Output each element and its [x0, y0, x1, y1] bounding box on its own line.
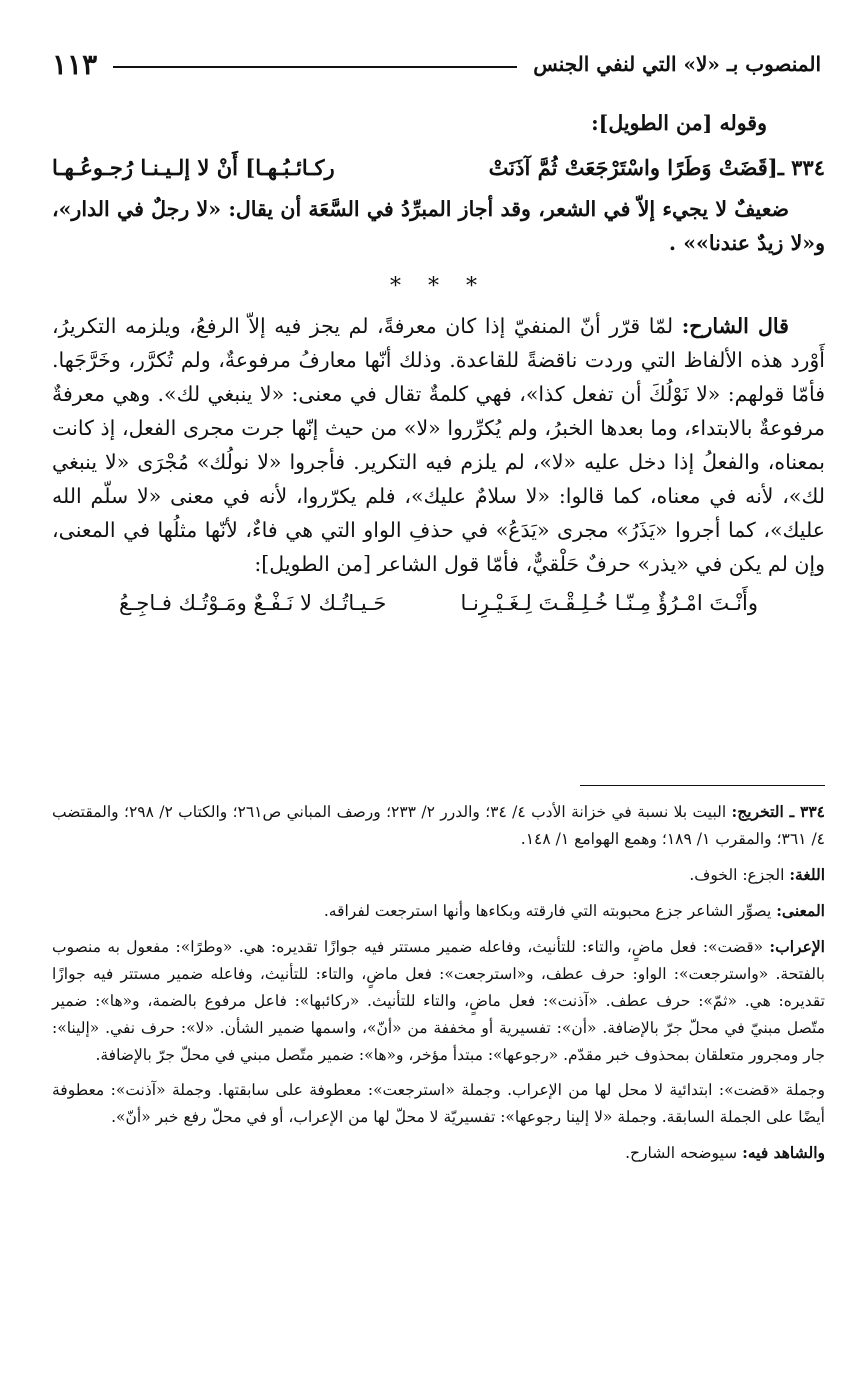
quoted-verse-second-hemistich: حَـيـاتُـك لا نَـفْـعٌ ومَـوْتُـك فـاجِـعُ [119, 591, 387, 615]
paragraph-commentary [52, 309, 825, 581]
commentary-label: قال الشارح: [681, 314, 789, 338]
verse-334 [52, 150, 825, 186]
section-separator: * * * [390, 274, 487, 299]
footnote-irab: الإعراب: «قضت»: فعل ماضٍ، والتاء: للتأنيث، وفاعله ضمير مستتر فيه جوازًا تقديره: هي. «وطرًا»: مفعول به منصوب بالفتحة. «واسترجعت»: الواو: حرف عطف، و«استرجعت»: فعل ماضٍ، والتاء: للتأنيث، وفاعله ضمير مستتر فيه جوازًا تقديره: هي. «ثمّ»: حرف عطف. «آذنت»: فعل ماضٍ، والتاء للتأنيث. «ركائبها»: فاعل مرفوع بالضمة، و«ها»: ضمير متّصل مبنيّ في محلّ جرّ بالإضافة. «أن»: تفسيرية أو مخففة من «أنّ»، واسمها ضمير الشأن. «لا»: حرف نفي. «إلينا»: جار ومجرور متعلقان بمحذوف خبر مقدّم. «رجوعها»: مبتدأ مؤخر، و«ها»: ضمير متّصل مبني في محلّ جرّ بالإضافة. [52, 937, 825, 1064]
footnote-jumal: وجملة «قضت»: ابتدائية لا محل لها من الإعراب. وجملة «استرجعت»: معطوفة على سابقتها. وجملة «آذنت»: معطوفة أيضًا على الجملة السابقة. وجملة «لا إلينا رجوعها»: تفسيريّة لا محلّ لها من الإعراب، أو في محلّ رفع خبر «أنّ». [52, 1081, 825, 1126]
footnotes [52, 798, 825, 1175]
commentary-text: لمّا قرّر أنّ المنفيّ إذا كان معرفةً، لم يجز فيه إلاّ الرفعُ، ويلزمه التكريرُ، أَوْرد هذه الألفاظ التي وردت ناقضةً للقاعدة. وذلك أنّها معارفُ مرفوعةٌ، ولم تُكرَّر، وخَرَّجَها. فأمّا قولهم: «لا نَوْلُكَ أن تفعل كذا»، فهي كلمةٌ تقال في معنى: «لا ينبغي لك». وهي معرفةٌ مرفوعةٌ بالابتداء، وما بعدها الخبرُ، ولم يُكرِّروا «لا» من حيث إنّها جرت مجرى الفعل، إذ كانت بمعناه، والفعلُ إذا دخل عليه «لا»، لم يلزم فيه التكرير. فأجروا «لا نولُك» مُجْرَى «لا ينبغي لك»، لأنه في معناه، كما قالوا: «لا سلامٌ عليك»، فلم يكرّروا، لأنه في معنى «لا سلّم الله عليك»، كما أجروا «يَذَرُ» مجرى «يَدَعُ» في حذفِ الواو التي هي فاءٌ، لأنّها مثلُها في المعنى، وإن لم يكن في «يذر» حرفٌ حَلْقيٌّ، فأمّا قول الشاعر [من الطويل]: [52, 314, 825, 576]
main-text [52, 106, 825, 621]
verse-second-hemistich: ركـائـبُـهـا] أَنْ لا إلـيـنـا رُجـوعُـهـا [52, 155, 335, 180]
verse-first-hemistich: [قَضَتْ وَطَرًا واسْتَرْجَعَتْ ثُمَّ آذَنَتْ [488, 155, 778, 180]
running-title: المنصوب بـ «لا» التي لنفي الجنس [533, 52, 821, 76]
page-number: ١١٣ [52, 47, 98, 81]
footnote-lugha: اللغة: الجزع: الخوف. [689, 865, 825, 884]
footnote-takhrij: ٣٣٤ ـ التخريج: البيت بلا نسبة في خزانة الأدب ٤/ ٣٤؛ والدرر ٢/ ٢٣٣؛ ورصف المباني ص٢٦١؛ والكتاب ٢/ ٢٩٨؛ والمقتضب ٤/ ٣٦١؛ والمقرب ١/ ١٨٩؛ وهمع الهوامع ١/ ١٤٨. [52, 802, 825, 848]
footnote-rule [580, 785, 825, 786]
verse-intro: وقوله [من الطويل]: [591, 111, 767, 135]
quoted-verse [52, 585, 825, 621]
running-header [52, 44, 821, 84]
verse-number: ٣٣٤ ـ [777, 155, 825, 180]
paragraph-author: ضعيفٌ لا يجيء إلاّ في الشعر، وقد أجاز المبرِّدُ في السَّعَة أن يقال: «لا رجلٌ في الدار»، و«لا زيدٌ عندنا»» . [52, 197, 825, 255]
footnote-shahid: والشاهد فيه: سيوضحه الشارح. [625, 1143, 825, 1162]
quoted-verse-first-hemistich: وأَنْـتَ امْـرُؤٌ مِـنّـا خُـلِـقْـتَ لِـغَـيْـرِنـا [460, 591, 758, 615]
footnote-maana: المعنى: يصوِّر الشاعر جزع محبوبته التي فارقته وبكاءها وأنها استرجعت لفراقه. [323, 901, 825, 920]
header-rule [113, 66, 517, 68]
